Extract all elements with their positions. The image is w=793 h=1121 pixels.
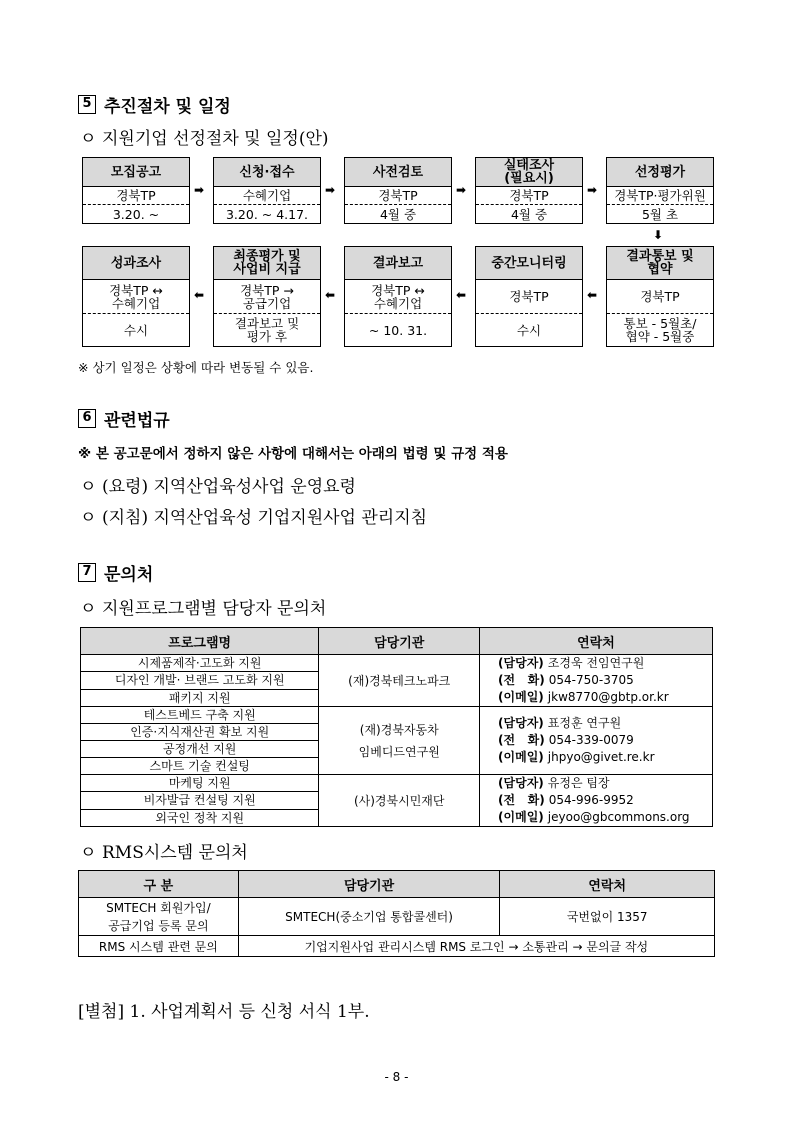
step-date: 4월 중: [510, 206, 548, 222]
step-actor: 수혜기업: [214, 187, 320, 205]
step-title: 신청·접수: [214, 158, 320, 187]
step-date: ~ 10. 31.: [368, 322, 428, 338]
table-row: [81, 775, 713, 792]
regulation-note: ※ 본 공고문에서 정하지 않은 사항에 대해서는 아래의 법령 및 규정 적용: [78, 446, 508, 462]
contact-line: [498, 775, 712, 792]
section-number: 6: [78, 409, 96, 428]
program-cell: 디자인 개발· 브랜드 고도화 지원: [81, 672, 319, 689]
step-date: 4월 중: [379, 206, 417, 222]
contact-value: 054-996-9952: [548, 793, 634, 807]
contact-cell: [480, 655, 713, 707]
process-step-box: [344, 246, 452, 347]
contact-line: [498, 689, 712, 706]
bullet: ㅇ: [80, 477, 97, 497]
contact-label: (담당자): [498, 776, 544, 790]
step-actor: 경북TP: [476, 280, 582, 314]
contact-label: (이메일): [498, 750, 544, 764]
flow-arrow-icon: ➡: [587, 183, 598, 197]
program-cell: 비자발급 컨설팅 지원: [81, 792, 319, 809]
program-cell: 스마트 기술 컨설팅: [81, 758, 319, 775]
step-actor: 경북TP: [345, 187, 451, 205]
contact-value: jeyoo@gbcommons.org: [547, 810, 690, 824]
schedule-subheading: [80, 124, 329, 149]
step-date: 통보 - 5월초/ 협약 - 5월중: [623, 316, 697, 344]
contact-value: jhpyo@givet.re.kr: [547, 750, 655, 764]
org-cell: (사)경북시민재단: [319, 775, 480, 827]
step-title: 사전검토: [345, 158, 451, 187]
table-row: [81, 707, 713, 724]
org-cell: SMTECH(중소기업 통합콜센터): [238, 898, 500, 936]
process-step-box: [344, 157, 452, 224]
step-title: 결과통보 및 협약: [607, 247, 713, 280]
step-title: 실태조사 (필요시): [476, 158, 582, 187]
contact-line: [498, 809, 712, 826]
header-org: 담당기관: [238, 871, 500, 898]
contact-value: 054-750-3705: [548, 673, 634, 687]
section-title-text: 추진절차 및 일정: [104, 97, 231, 117]
section-7-title: [78, 560, 153, 585]
step-date: 5월 초: [641, 206, 679, 222]
process-step-box: [213, 246, 321, 347]
contact-label: (전 화): [498, 793, 545, 807]
attachment-line: [별첨] 1. 사업계획서 등 신청 서식 1부.: [78, 1002, 370, 1022]
table-row: [79, 898, 715, 936]
flow-arrow-icon: ➡: [325, 183, 336, 197]
step-actor: 경북TP ↔ 수혜기업: [83, 280, 189, 314]
bullet: ㅇ: [80, 508, 97, 528]
step-date: 수시: [516, 322, 542, 338]
contact-line: [498, 655, 712, 672]
header-contact: 연락처: [480, 628, 713, 655]
header-contact: 연락처: [500, 871, 715, 898]
step-actor: 경북TP ↔ 수혜기업: [345, 280, 451, 314]
contact-line: [498, 792, 712, 809]
step-title: 중간모니터링: [476, 247, 582, 280]
contact-value: 054-339-0079: [548, 733, 634, 747]
step-actor: 경북TP: [83, 187, 189, 205]
section-number: 7: [78, 563, 96, 582]
program-cell: 외국인 정착 지원: [81, 809, 319, 826]
step-date: 결과보고 및 평가 후: [234, 316, 300, 344]
section-6-title: [78, 406, 170, 431]
contact-label: (이메일): [498, 810, 544, 824]
process-step-box: [475, 157, 583, 224]
step-title: 성과조사: [83, 247, 189, 280]
step-actor: 경북TP: [607, 280, 713, 314]
flow-arrow-icon: ➡: [456, 183, 467, 197]
flow-arrow-icon: ⬅: [587, 288, 598, 302]
header-org: 담당기관: [319, 628, 480, 655]
flow-arrow-icon: ➡: [194, 183, 205, 197]
program-cell: 공정개선 지원: [81, 741, 319, 758]
table-row: [81, 655, 713, 672]
program-cell: 시제품제작·고도화 지원: [81, 655, 319, 672]
contact-line: [498, 732, 712, 749]
org-cell: (재)경북자동차 임베디드연구원: [319, 707, 480, 775]
org-cell: (재)경북테크노파크: [319, 655, 480, 707]
contact-line: [498, 749, 712, 766]
process-step-box: [82, 246, 190, 347]
step-actor: 경북TP: [476, 187, 582, 205]
program-cell: 테스트베드 구축 지원: [81, 707, 319, 724]
process-step-box: [606, 246, 714, 347]
contact-cell: [480, 775, 713, 827]
program-cell: 마케팅 지원: [81, 775, 319, 792]
flow-arrow-icon: ⬅: [194, 288, 205, 302]
program-contact-table: [80, 627, 713, 827]
regulation-item: [80, 472, 356, 497]
contact-line: [498, 672, 712, 689]
step-date: 3.20. ~ 4.17.: [225, 206, 309, 222]
program-cell: 패키지 지원: [81, 689, 319, 706]
bullet: ㅇ: [80, 599, 97, 619]
regulation-item: [80, 503, 427, 528]
flow-arrow-icon: ⬅: [456, 288, 467, 302]
rms-subheading: [80, 838, 248, 863]
contact-cell: [480, 707, 713, 775]
step-date: 수시: [123, 322, 149, 338]
contact-label: (담당자): [498, 656, 544, 670]
contact-line: [498, 715, 712, 732]
flow-arrow-icon: ⬇: [653, 228, 664, 242]
regulation-text: (지침) 지역산업육성 기업지원사업 관리지침: [102, 508, 428, 528]
step-title: 모집공고: [83, 158, 189, 187]
step-title: 선정평가: [607, 158, 713, 187]
contact-value: 표정훈 연구원: [547, 716, 622, 730]
section-title-text: 문의처: [104, 565, 154, 585]
contact-value: 조경욱 전임연구원: [547, 656, 645, 670]
process-step-box: [82, 157, 190, 224]
contact-label: (담당자): [498, 716, 544, 730]
subheading-text: 지원기업 선정절차 및 일정(안): [102, 129, 329, 149]
header-category: 구 분: [79, 871, 239, 898]
contact-value: 유정은 팀장: [547, 776, 610, 790]
process-step-box: [213, 157, 321, 224]
contact-label: (전 화): [498, 673, 545, 687]
page-number: - 8 -: [384, 1070, 409, 1084]
contact-subheading: [80, 594, 326, 619]
step-date: 3.20. ~: [112, 206, 160, 222]
regulation-text: (요령) 지역산업육성사업 운영요령: [102, 477, 356, 497]
category-cell: SMTECH 회원가입/ 공급기업 등록 문의: [79, 898, 239, 936]
contact-value: jkw8770@gbtp.or.kr: [547, 690, 669, 704]
section-number: 5: [78, 95, 96, 114]
section-5-title: [78, 92, 231, 117]
table-row: [79, 936, 715, 957]
header-program: 프로그램명: [81, 628, 319, 655]
category-cell: RMS 시스템 관련 문의: [79, 936, 239, 957]
contact-label: (이메일): [498, 690, 544, 704]
contact-label: (전 화): [498, 733, 545, 747]
process-step-box: [475, 246, 583, 347]
subheading-text: 지원프로그램별 담당자 문의처: [102, 599, 327, 619]
process-step-box: [606, 157, 714, 224]
merged-cell: 기업지원사업 관리시스템 RMS 로그인 → 소통관리 → 문의글 작성: [238, 936, 714, 957]
schedule-note: ※ 상기 일정은 상황에 따라 변동될 수 있음.: [78, 360, 314, 375]
step-title: 결과보고: [345, 247, 451, 280]
bullet: ㅇ: [80, 129, 97, 149]
flow-arrow-icon: ⬅: [325, 288, 336, 302]
subheading-text: RMS시스템 문의처: [102, 843, 248, 863]
step-title: 최종평가 및 사업비 지급: [214, 247, 320, 280]
bullet: ㅇ: [80, 843, 97, 863]
rms-contact-table: [78, 870, 715, 957]
step-actor: 경북TP·평가위원: [607, 187, 713, 205]
step-actor: 경북TP → 공급기업: [214, 280, 320, 314]
program-cell: 인증·지식재산권 확보 지원: [81, 724, 319, 741]
section-title-text: 관련법규: [104, 411, 170, 431]
contact-cell: 국번없이 1357: [500, 898, 715, 936]
